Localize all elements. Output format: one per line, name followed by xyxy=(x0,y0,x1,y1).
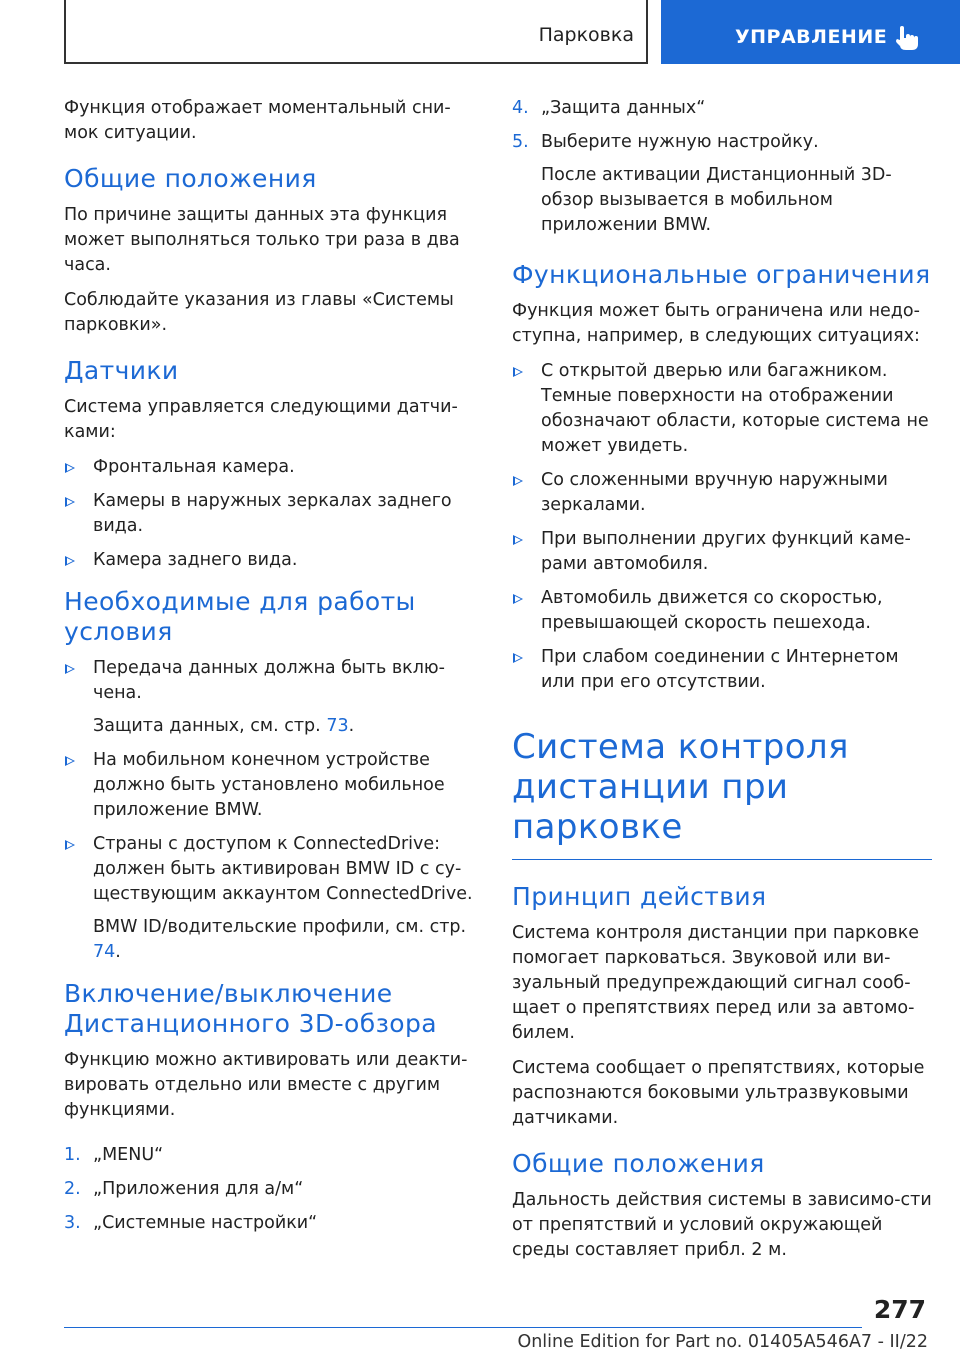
list-item: Фронтальная камера. xyxy=(64,455,484,480)
requirements-heading: Необходимые для работы условия xyxy=(64,587,416,646)
page-link-74[interactable]: 74 xyxy=(93,942,116,962)
list-item: С открытой дверью или багажником. Темные поверхности на отображении обозначают области, которые система не может увидеть. xyxy=(512,359,932,459)
toggle-heading: Включение/выключение Дистанционного 3D-обзора xyxy=(64,979,437,1038)
triangle-bullet-icon xyxy=(65,664,75,674)
hand-pointer-icon xyxy=(894,24,922,52)
pdc-general-heading: Общие положения xyxy=(512,1149,765,1178)
triangle-bullet-icon xyxy=(65,756,75,766)
pdc-chapter-title: Система контроля дистанции при парковке xyxy=(512,727,932,860)
limitations-heading: Функциональные ограничения xyxy=(512,260,931,289)
list-item: Камера заднего вида. xyxy=(64,548,484,573)
step-item: 5. Выберите нужную настройку. После активации Дистанционный 3D-обзор вызывается в мобильном приложении BMW. xyxy=(512,130,932,238)
page-number: 277 xyxy=(873,1295,926,1324)
list-item: При выполнении других функций каме-рами автомобиля. xyxy=(512,527,932,577)
sensors-heading: Датчики xyxy=(64,356,179,385)
header-chapter-tab xyxy=(661,0,960,64)
header-section-box xyxy=(64,0,648,64)
cross-reference: Защита данных, см. стр. 73. xyxy=(93,716,355,736)
step-note: После активации Дистанционный 3D-обзор вызывается в мобильном приложении BMW. xyxy=(541,165,892,235)
intro-paragraph: Функция отображает моментальный сни-мок ситуации. xyxy=(64,98,451,143)
left-column xyxy=(64,96,484,1250)
list-item: При слабом соединении с Интернетом или при его отсутствии. xyxy=(512,645,932,695)
step-item: 1. „MENU“ xyxy=(64,1145,164,1165)
toggle-steps xyxy=(64,1143,484,1236)
list-item: Со сложенными вручную наружными зеркалами. xyxy=(512,468,932,518)
triangle-bullet-icon xyxy=(513,476,523,486)
triangle-bullet-icon xyxy=(65,556,75,566)
step-item: 2. „Приложения для а/м“ xyxy=(64,1179,304,1199)
page-link-73[interactable]: 73 xyxy=(326,716,349,736)
principle-paragraph-1: Система контроля дистанции при парковке помогает парковаться. Звуковой или ви-зуальный предупреждающий сигнал сооб-щает о препятствиях перед или за автомо-билем. xyxy=(512,923,920,1043)
triangle-bullet-icon xyxy=(513,653,523,663)
list-item: Камеры в наружных зеркалах заднего вида. xyxy=(64,489,484,539)
principle-paragraph-2: Система сообщает о препятствиях, которые распознаются боковыми ультразвуковыми датчиками. xyxy=(512,1058,925,1128)
cross-reference: BMW ID/водительские профили, см. стр. 74. xyxy=(93,917,467,962)
list-item: Передача данных должна быть вклю-чена. Защита данных, см. стр. 73. xyxy=(64,656,484,739)
sensors-list xyxy=(64,455,484,573)
right-column xyxy=(512,96,932,1273)
general-paragraph-2: Соблюдайте указания из главы «Системы парковки». xyxy=(64,290,454,335)
toggle-steps-continued xyxy=(512,96,932,238)
limitations-intro: Функция может быть ограничена или недо-ступна, например, в следующих ситуациях: xyxy=(512,301,920,346)
triangle-bullet-icon xyxy=(65,497,75,507)
toggle-intro: Функцию можно активировать или деакти-вировать отдельно или вместе с другим функциями. xyxy=(64,1050,468,1120)
pdc-general-paragraph: Дальность действия системы в зависимо-сти от препятствий и условий окружающей среды составляет прибл. 2 м. xyxy=(512,1190,932,1260)
general-heading: Общие положения xyxy=(64,164,317,193)
triangle-bullet-icon xyxy=(513,594,523,604)
triangle-bullet-icon xyxy=(65,463,75,473)
header-chapter-title: УПРАВЛЕНИЕ xyxy=(735,26,888,48)
limitations-list xyxy=(512,359,932,695)
triangle-bullet-icon xyxy=(513,367,523,377)
edition-info: Online Edition for Part no. 01405A546A7 - II/22 xyxy=(517,1332,928,1352)
list-item: На мобильном конечном устройстве должно быть установлено мобильное приложение BMW. xyxy=(64,748,484,823)
requirements-list xyxy=(64,656,484,965)
header-section-title: Парковка xyxy=(538,24,634,46)
list-item: Страны с доступом к ConnectedDrive: должен быть активирован BMW ID с су-ществующим аккаунтом ConnectedDrive. BMW ID/водительские профили, см. стр. 74. xyxy=(64,832,484,965)
step-item: 4. „Защита данных“ xyxy=(512,98,706,118)
list-item: Автомобиль движется со скоростью, превышающей скорость пешехода. xyxy=(512,586,932,636)
sensors-intro: Система управляется следующими датчи-ками: xyxy=(64,397,458,442)
triangle-bullet-icon xyxy=(513,535,523,545)
triangle-bullet-icon xyxy=(65,840,75,850)
footer-divider xyxy=(64,1327,862,1328)
step-item: 3. „Системные настройки“ xyxy=(64,1213,318,1233)
principle-heading: Принцип действия xyxy=(512,882,767,911)
general-paragraph-1: По причине защиты данных эта функция может выполняться только три раза в два часа. xyxy=(64,205,460,275)
